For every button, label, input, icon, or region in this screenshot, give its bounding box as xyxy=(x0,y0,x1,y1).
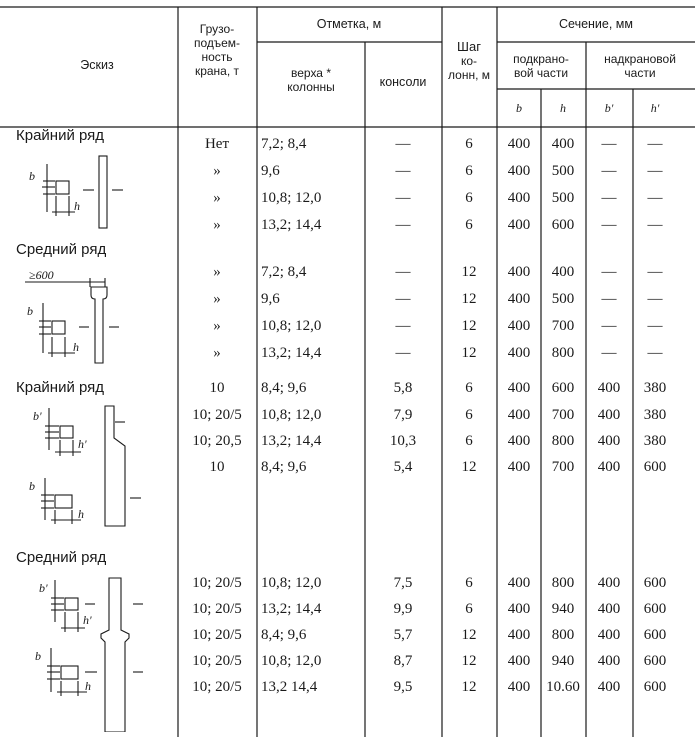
cell-h2: 600 xyxy=(643,679,667,695)
sketch-middle-row-with-crane xyxy=(15,572,165,732)
group-label-edge-row-1: Крайний ряд xyxy=(16,127,105,144)
cell-h: 400 xyxy=(551,136,575,152)
cell-step: 6 xyxy=(465,433,473,449)
cell-step: 6 xyxy=(465,575,473,591)
cell-con: — xyxy=(395,345,411,361)
cell-h: 800 xyxy=(551,345,575,361)
cell-con: 10,3 xyxy=(389,433,417,449)
cell-b: 400 xyxy=(507,345,531,361)
cell-cap: Нет xyxy=(204,136,230,152)
cell-top: 8,4; 9,6 xyxy=(261,380,307,396)
cell-h2: — xyxy=(647,264,663,280)
cell-h2: 380 xyxy=(643,433,667,449)
cell-top: 7,2; 8,4 xyxy=(261,136,307,152)
cell-con: 7,9 xyxy=(393,407,413,423)
cell-h: 700 xyxy=(551,318,575,334)
cell-b2: — xyxy=(601,136,617,152)
header-section-upper-line: части xyxy=(624,66,656,80)
cell-b: 400 xyxy=(507,163,531,179)
cell-h: 800 xyxy=(551,627,575,643)
header-capacity-line: подъем- xyxy=(193,36,241,50)
cell-b: 400 xyxy=(507,217,531,233)
cell-top: 8,4; 9,6 xyxy=(261,459,307,475)
header-section-lower-line: подкрано- xyxy=(513,52,569,66)
cell-con: 8,7 xyxy=(393,653,413,669)
cell-b: 400 xyxy=(507,433,531,449)
header-elevation: Отметка, м xyxy=(316,17,382,31)
sketch-label-b-prime: b' xyxy=(33,409,42,423)
cell-cap: 10; 20/5 xyxy=(192,653,242,669)
cell-b2: — xyxy=(601,318,617,334)
cell-cap: » xyxy=(213,217,221,233)
group-label-middle-row-1: Средний ряд xyxy=(16,241,107,258)
cell-top: 13,2; 14,4 xyxy=(261,433,322,449)
cell-b: 400 xyxy=(507,601,531,617)
cell-b: 400 xyxy=(507,459,531,475)
cell-h2: — xyxy=(647,163,663,179)
cell-b2: 400 xyxy=(597,679,621,695)
cell-step: 12 xyxy=(461,627,477,643)
cell-b2: — xyxy=(601,264,617,280)
header-sym-h: h xyxy=(560,101,566,115)
sketch-label-h: h xyxy=(73,340,79,354)
cell-b: 400 xyxy=(507,190,531,206)
group-label-middle-row-2: Средний ряд xyxy=(16,549,107,566)
sketch-edge-row-no-crane xyxy=(15,150,165,230)
cell-step: 12 xyxy=(461,345,477,361)
cell-b2: 400 xyxy=(597,459,621,475)
cell-con: — xyxy=(395,264,411,280)
header-elevation-top-line: колонны xyxy=(287,80,335,94)
cell-top: 7,2; 8,4 xyxy=(261,264,307,280)
cell-top: 13,2 14,4 xyxy=(261,679,318,695)
cell-b2: 400 xyxy=(597,433,621,449)
cell-con: — xyxy=(395,190,411,206)
cell-h: 500 xyxy=(551,163,575,179)
cell-cap: 10; 20/5 xyxy=(192,575,242,591)
cell-step: 12 xyxy=(461,679,477,695)
sketch-label-min-gap: ≥600 xyxy=(29,268,54,282)
cell-con: — xyxy=(395,163,411,179)
cell-cap: 10 xyxy=(209,380,225,396)
cell-con: 7,5 xyxy=(393,575,413,591)
cell-b2: — xyxy=(601,345,617,361)
cell-h: 800 xyxy=(551,433,575,449)
cell-step: 12 xyxy=(461,653,477,669)
cell-con: — xyxy=(395,217,411,233)
cell-step: 6 xyxy=(465,217,473,233)
header-section-upper xyxy=(604,52,676,80)
cell-con: — xyxy=(395,291,411,307)
sketch-label-b: b xyxy=(29,479,35,493)
cell-h: 800 xyxy=(551,575,575,591)
cell-cap: » xyxy=(213,190,221,206)
cell-h: 600 xyxy=(551,217,575,233)
cell-top: 13,2; 14,4 xyxy=(261,601,322,617)
cell-h2: — xyxy=(647,318,663,334)
cell-con: 9,5 xyxy=(393,679,413,695)
header-sym-h-prime: h' xyxy=(650,101,660,115)
cell-h: 940 xyxy=(551,653,575,669)
cell-b: 400 xyxy=(507,627,531,643)
header-spacing-line: Шаг xyxy=(457,39,481,54)
header-sym-b: b xyxy=(516,101,522,115)
sketch-label-b-prime: b' xyxy=(39,581,48,595)
cell-step: 6 xyxy=(465,380,473,396)
header-spacing-line: лонн, м xyxy=(448,68,490,82)
cell-b2: — xyxy=(601,190,617,206)
cell-b: 400 xyxy=(507,407,531,423)
cell-top: 9,6 xyxy=(261,291,280,307)
cell-cap: 10; 20/5 xyxy=(192,679,242,695)
cell-cap: 10 xyxy=(209,459,225,475)
header-capacity-line: ность xyxy=(201,50,233,64)
cell-step: 6 xyxy=(465,601,473,617)
sketch-middle-row-no-crane xyxy=(15,263,165,373)
cell-b2: — xyxy=(601,291,617,307)
sketch-label-b: b xyxy=(27,304,33,318)
cell-b: 400 xyxy=(507,291,531,307)
cell-con: — xyxy=(395,136,411,152)
cell-b2: — xyxy=(601,163,617,179)
cell-h2: 600 xyxy=(643,653,667,669)
group-label-edge-row-2: Крайний ряд xyxy=(16,379,105,396)
cell-b2: — xyxy=(601,217,617,233)
cell-cap: » xyxy=(213,345,221,361)
header-section-upper-line: надкрановой xyxy=(604,52,676,66)
sketch-label-b: b xyxy=(35,649,41,663)
header-capacity xyxy=(194,22,240,78)
cell-cap: » xyxy=(213,318,221,334)
sketch-edge-row-with-crane xyxy=(15,398,165,548)
cell-b2: 400 xyxy=(597,601,621,617)
sketch-label-h: h xyxy=(78,507,84,521)
cell-h2: — xyxy=(647,190,663,206)
cell-cap: » xyxy=(213,163,221,179)
header-sym-b-prime: b' xyxy=(604,101,614,115)
cell-h: 700 xyxy=(551,459,575,475)
cell-step: 6 xyxy=(465,407,473,423)
cell-h2: 600 xyxy=(643,601,667,617)
cell-h: 940 xyxy=(551,601,575,617)
cell-b: 400 xyxy=(507,264,531,280)
header-sketch: Эскиз xyxy=(80,58,114,72)
cell-h2: 380 xyxy=(643,380,667,396)
cell-cap: 10; 20/5 xyxy=(192,407,242,423)
cell-con: — xyxy=(395,318,411,334)
cell-b: 400 xyxy=(507,679,531,695)
cell-h: 500 xyxy=(551,291,575,307)
header-elevation-console: консоли xyxy=(379,75,427,89)
cell-cap: » xyxy=(213,264,221,280)
cell-b2: 400 xyxy=(597,380,621,396)
cell-h2: 380 xyxy=(643,407,667,423)
cell-b: 400 xyxy=(507,380,531,396)
header-spacing-line: ко- xyxy=(460,54,478,68)
cell-cap: 10; 20,5 xyxy=(192,433,242,449)
cell-b2: 400 xyxy=(597,653,621,669)
cell-b2: 400 xyxy=(597,575,621,591)
header-capacity-line: Грузо- xyxy=(199,22,235,36)
cell-top: 10,8; 12,0 xyxy=(261,575,322,591)
header-section-lower-line: вой части xyxy=(513,66,569,80)
cell-h2: — xyxy=(647,136,663,152)
sketch-label-b: b xyxy=(29,169,35,183)
cell-h2: — xyxy=(647,217,663,233)
sketch-label-h: h xyxy=(74,199,80,213)
cell-cap: 10; 20/5 xyxy=(192,627,242,643)
sketch-label-h-prime: h' xyxy=(83,613,92,627)
cell-b2: 400 xyxy=(597,407,621,423)
header-capacity-line: крана, т xyxy=(194,64,240,78)
cell-h2: — xyxy=(647,291,663,307)
cell-h2: 600 xyxy=(643,627,667,643)
header-spacing xyxy=(448,40,490,82)
cell-h2: — xyxy=(647,345,663,361)
cell-step: 6 xyxy=(465,136,473,152)
cell-con: 5,7 xyxy=(393,627,413,643)
cell-h2: 600 xyxy=(643,575,667,591)
cell-top: 10,8; 12,0 xyxy=(261,318,322,334)
cell-step: 6 xyxy=(465,190,473,206)
cell-top: 10,8; 12,0 xyxy=(261,190,322,206)
cell-cap: » xyxy=(213,291,221,307)
cell-con: 5,4 xyxy=(393,459,413,475)
cell-b: 400 xyxy=(507,318,531,334)
cell-con: 5,8 xyxy=(393,380,413,396)
cell-top: 10,8; 12,0 xyxy=(261,407,322,423)
cell-top: 13,2; 14,4 xyxy=(261,345,322,361)
cell-step: 12 xyxy=(461,264,477,280)
cell-b: 400 xyxy=(507,136,531,152)
cell-b: 400 xyxy=(507,575,531,591)
cell-top: 9,6 xyxy=(261,163,280,179)
cell-step: 12 xyxy=(461,318,477,334)
cell-b2: 400 xyxy=(597,627,621,643)
cell-top: 13,2; 14,4 xyxy=(261,217,322,233)
cell-h: 500 xyxy=(551,190,575,206)
cell-con: 9,9 xyxy=(393,601,413,617)
cell-h: 400 xyxy=(551,264,575,280)
cell-h: 600 xyxy=(551,380,575,396)
cell-cap: 10; 20/5 xyxy=(192,601,242,617)
cell-h: 700 xyxy=(551,407,575,423)
cell-h2: 600 xyxy=(643,459,667,475)
header-elevation-top xyxy=(287,66,334,94)
cell-h: 10.60 xyxy=(546,679,580,695)
header-elevation-top-line: верха * xyxy=(290,66,331,80)
cell-step: 12 xyxy=(461,459,477,475)
header-section: Сечение, мм xyxy=(559,17,633,31)
cell-step: 12 xyxy=(461,291,477,307)
cell-top: 8,4; 9,6 xyxy=(261,627,307,643)
sketch-label-h-prime: h' xyxy=(78,437,87,451)
cell-step: 6 xyxy=(465,163,473,179)
cell-top: 10,8; 12,0 xyxy=(261,653,322,669)
sketch-label-h: h xyxy=(85,679,91,693)
header-section-lower xyxy=(513,52,569,80)
cell-b: 400 xyxy=(507,653,531,669)
